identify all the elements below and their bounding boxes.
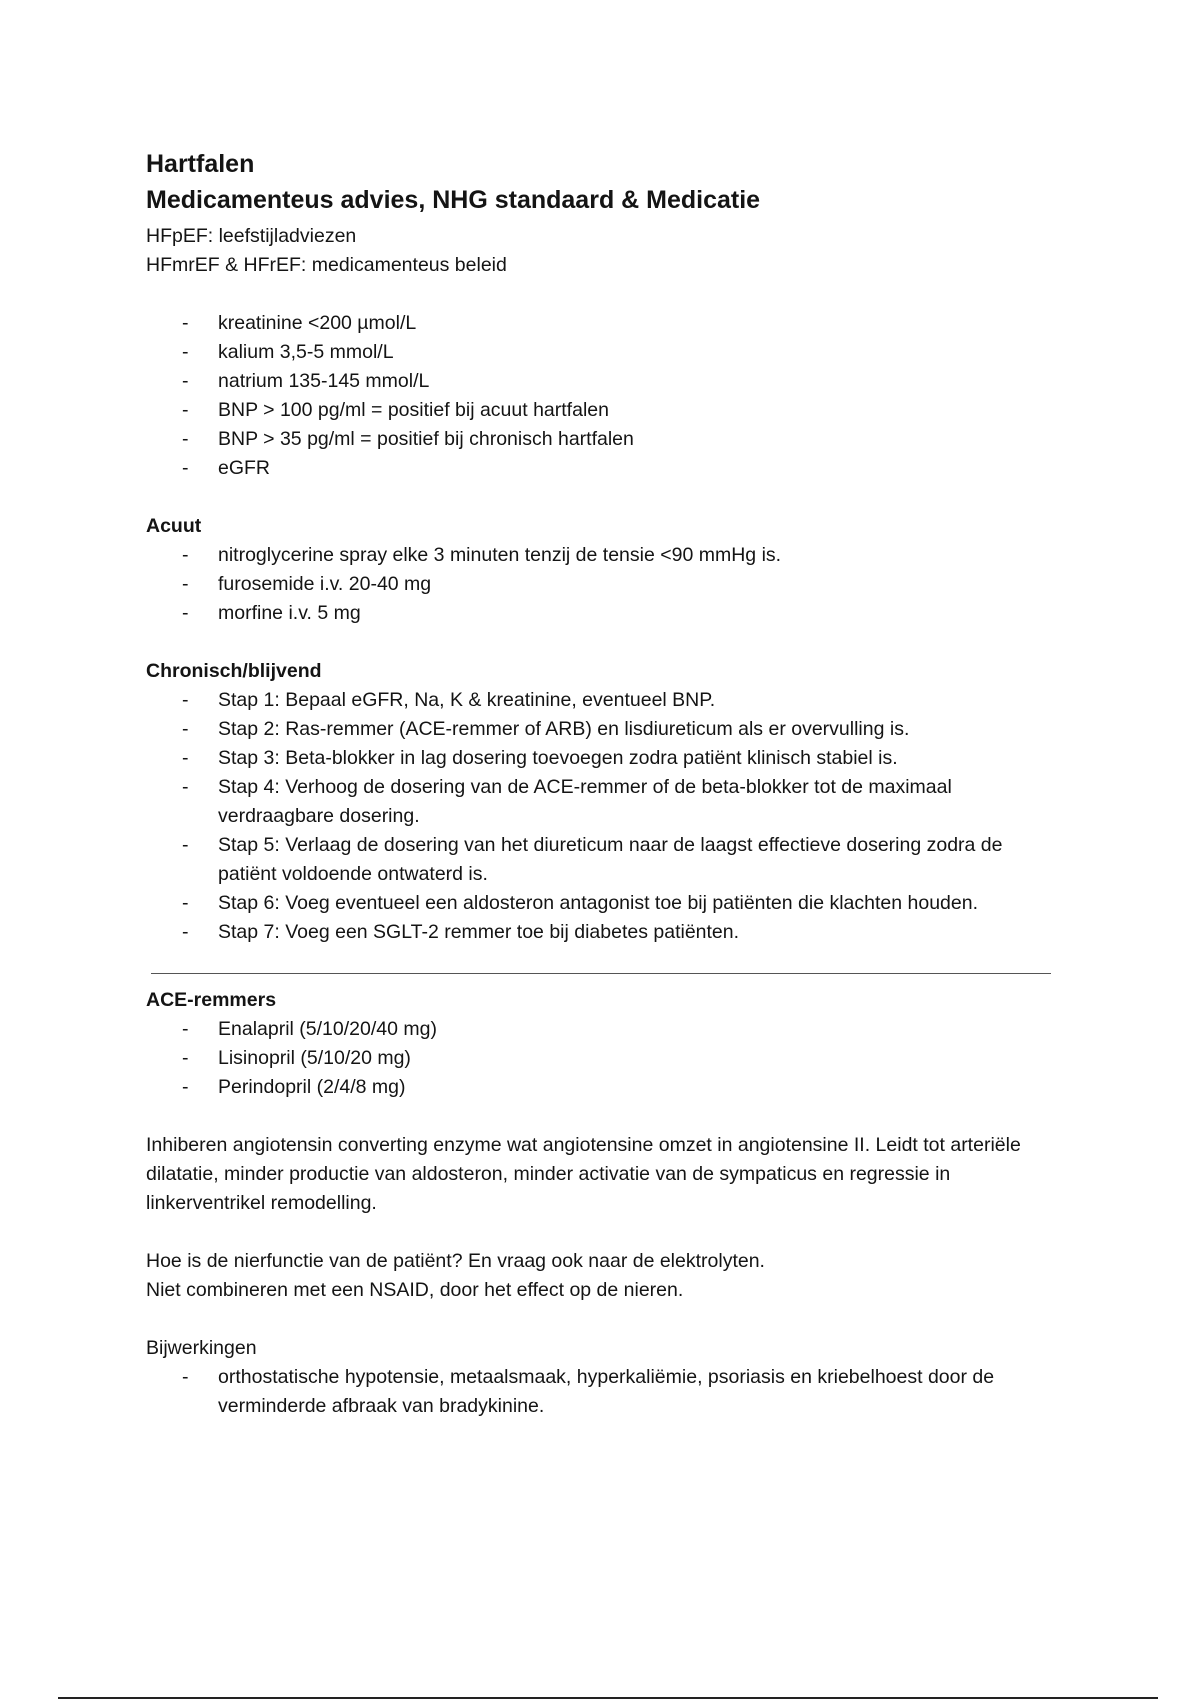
list-item: - kreatinine <200 µmol/L <box>146 309 1066 338</box>
list-item: - BNP > 35 pg/ml = positief bij chronisch hartfalen <box>146 425 1066 454</box>
dash-bullet: - <box>182 718 189 740</box>
list-item: - Stap 1: Bepaal eGFR, Na, K & kreatinine, eventueel BNP. <box>146 686 1066 715</box>
list-item: - Stap 6: Voeg eventueel een aldosteron antagonist toe bij patiënten die klachten houden. <box>146 889 1066 918</box>
list-item: - Stap 5: Verlaag de dosering van het diureticum naar de laagst effectieve dosering zodra de patiënt voldoende ontwaterd is. <box>146 831 1066 889</box>
list-item: - eGFR <box>146 454 1066 483</box>
dash-bullet: - <box>182 399 189 421</box>
ace-note-kidney: Hoe is de nierfunctie van de patiënt? En vraag ook naar de elektrolyten. <box>146 1250 765 1272</box>
list-item: - natrium 135-145 mmol/L <box>146 367 1066 396</box>
list-item: - nitroglycerine spray elke 3 minuten tenzij de tensie <90 mmHg is. <box>146 541 1066 570</box>
dash-bullet: - <box>182 776 189 798</box>
intro-line-hfpef: HFpEF: leefstijladviezen <box>146 225 357 247</box>
page-bottom-divider <box>58 1697 1158 1699</box>
dash-bullet: - <box>182 747 189 769</box>
acuut-list <box>146 541 1066 628</box>
list-item: - furosemide i.v. 20-40 mg <box>146 570 1066 599</box>
dash-bullet: - <box>182 457 189 479</box>
horizontal-divider <box>151 973 1051 974</box>
intro-line-hfref: HFmrEF & HFrEF: medicamenteus beleid <box>146 254 507 276</box>
dash-bullet: - <box>182 341 189 363</box>
list-item: - Perindopril (2/4/8 mg) <box>146 1073 1066 1102</box>
list-item: - kalium 3,5-5 mmol/L <box>146 338 1066 367</box>
dash-bullet: - <box>182 921 189 943</box>
page-title: Hartfalen <box>146 150 255 178</box>
dash-bullet: - <box>182 573 189 595</box>
list-item: - Enalapril (5/10/20/40 mg) <box>146 1015 1066 1044</box>
list-item: - orthostatische hypotensie, metaalsmaak, hyperkaliëmie, psoriasis en kriebelhoest door de verminderde afbraak van bradykinine. <box>146 1363 1066 1421</box>
chronisch-list <box>146 686 1066 947</box>
ace-description: Inhiberen angiotensin converting enzyme wat angiotensine omzet in angiotensine II. Leidt tot arteriële dilatatie, minder productie van aldosteron, minder activatie van de sympaticus en regressie in linkerventrikel remodelling. <box>146 1134 1021 1214</box>
dash-bullet: - <box>182 1047 189 1069</box>
section-heading-acuut: Acuut <box>146 515 202 537</box>
page-subtitle: Medicamenteus advies, NHG standaard & Medicatie <box>146 186 761 214</box>
dash-bullet: - <box>182 312 189 334</box>
dash-bullet: - <box>182 428 189 450</box>
ace-note-nsaid: Niet combineren met een NSAID, door het effect op de nieren. <box>146 1279 684 1301</box>
list-item: - Stap 3: Beta-blokker in lag dosering toevoegen zodra patiënt klinisch stabiel is. <box>146 744 1066 773</box>
dash-bullet: - <box>182 689 189 711</box>
section-heading-chronisch: Chronisch/blijvend <box>146 660 322 682</box>
dash-bullet: - <box>182 544 189 566</box>
dash-bullet: - <box>182 1366 189 1388</box>
dash-bullet: - <box>182 1076 189 1098</box>
list-item: - Stap 4: Verhoog de dosering van de ACE-remmer of de beta-blokker tot de maximaal verdraagbare dosering. <box>146 773 1066 831</box>
dash-bullet: - <box>182 1018 189 1040</box>
list-item: - Lisinopril (5/10/20 mg) <box>146 1044 1066 1073</box>
list-item: - Stap 7: Voeg een SGLT-2 remmer toe bij diabetes patiënten. <box>146 918 1066 947</box>
side-effects-heading: Bijwerkingen <box>146 1337 257 1359</box>
dash-bullet: - <box>182 370 189 392</box>
side-effects-list <box>146 1363 1066 1421</box>
dash-bullet: - <box>182 892 189 914</box>
list-item: - Stap 2: Ras-remmer (ACE-remmer of ARB) en lisdiureticum als er overvulling is. <box>146 715 1066 744</box>
dash-bullet: - <box>182 602 189 624</box>
document-page <box>146 146 1066 1421</box>
list-item: - BNP > 100 pg/ml = positief bij acuut hartfalen <box>146 396 1066 425</box>
section-heading-ace-remmers: ACE-remmers <box>146 989 277 1011</box>
lab-values-list <box>146 309 1066 483</box>
dash-bullet: - <box>182 834 189 856</box>
list-item: - morfine i.v. 5 mg <box>146 599 1066 628</box>
ace-remmers-list <box>146 1015 1066 1102</box>
